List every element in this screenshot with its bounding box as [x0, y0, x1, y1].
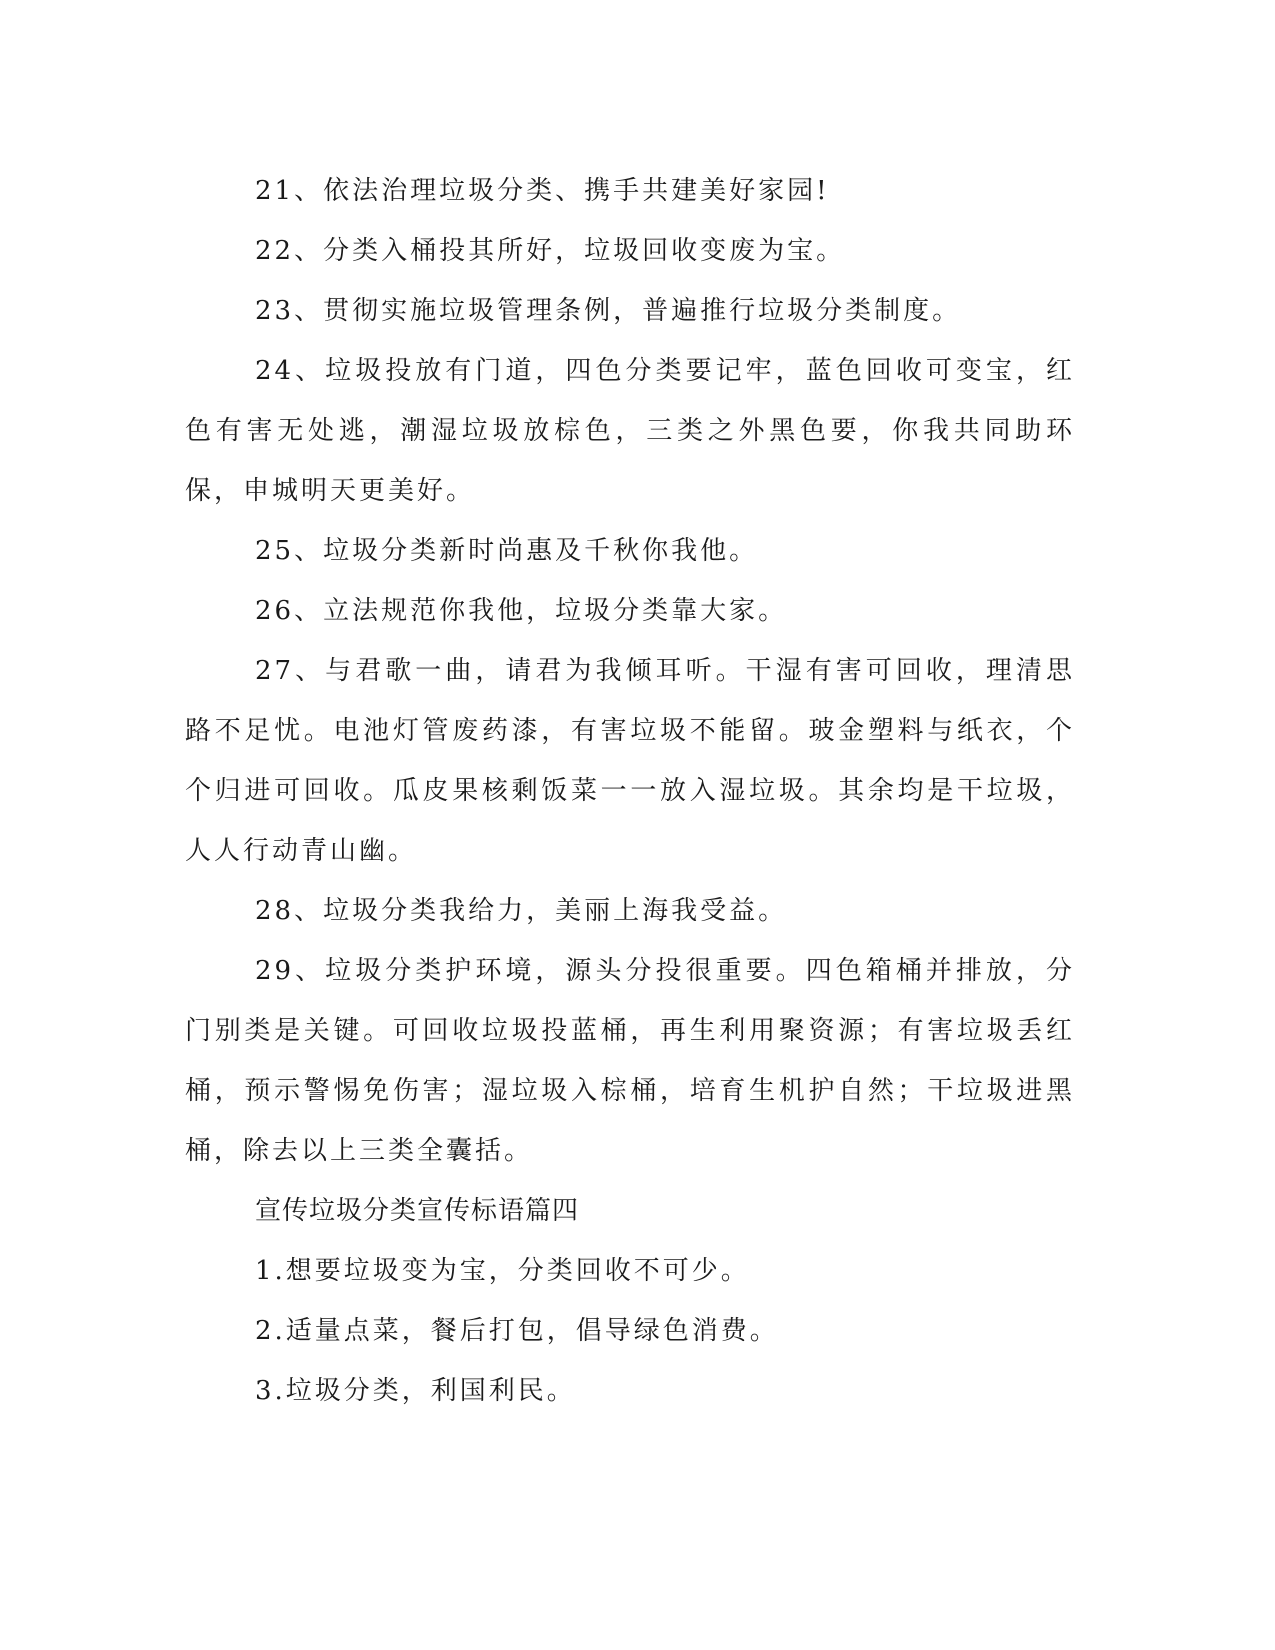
slogan-22: 22、分类入桶投其所好，垃圾回收变废为宝。	[255, 236, 846, 266]
slogan-26: 26、立法规范你我他，垃圾分类靠大家。	[255, 596, 788, 626]
slogan-24: 24、垃圾投放有门道，四色分类要记牢，蓝色回收可变宝，红色有害无处逃，潮湿垃圾放棕色，三类之外黑色要，你我共同助环保，申城明天更美好。	[185, 356, 1075, 506]
document-body	[185, 161, 1075, 1421]
section-slogan-2: 2.适量点菜，餐后打包，倡导绿色消费。	[255, 1316, 779, 1346]
slogan-29: 29、垃圾分类护环境，源头分投很重要。四色箱桶并排放，分门别类是关键。可回收垃圾投蓝桶，再生利用聚资源；有害垃圾丢红桶，预示警惕免伤害；湿垃圾入棕桶，培育生机护自然；干垃圾进黑桶，除去以上三类全囊括。	[185, 956, 1075, 1166]
section-slogan-1: 1.想要垃圾变为宝，分类回收不可少。	[255, 1256, 750, 1286]
section-heading: 宣传垃圾分类宣传标语篇四	[255, 1196, 580, 1226]
slogan-25: 25、垃圾分类新时尚惠及千秋你我他。	[255, 536, 759, 566]
slogan-27: 27、与君歌一曲，请君为我倾耳听。干湿有害可回收，理清思路不足忧。电池灯管废药漆，有害垃圾不能留。玻金塑料与纸衣，个个归进可回收。瓜皮果核剩饭菜一一放入湿垃圾。其余均是干垃圾，人人行动青山幽。	[185, 656, 1075, 866]
slogan-21: 21、依法治理垃圾分类、携手共建美好家园!	[255, 176, 830, 206]
section-slogan-3: 3.垃圾分类，利国利民。	[255, 1376, 576, 1406]
slogan-28: 28、垃圾分类我给力，美丽上海我受益。	[255, 896, 788, 926]
slogan-23: 23、贯彻实施垃圾管理条例，普遍推行垃圾分类制度。	[255, 296, 962, 326]
